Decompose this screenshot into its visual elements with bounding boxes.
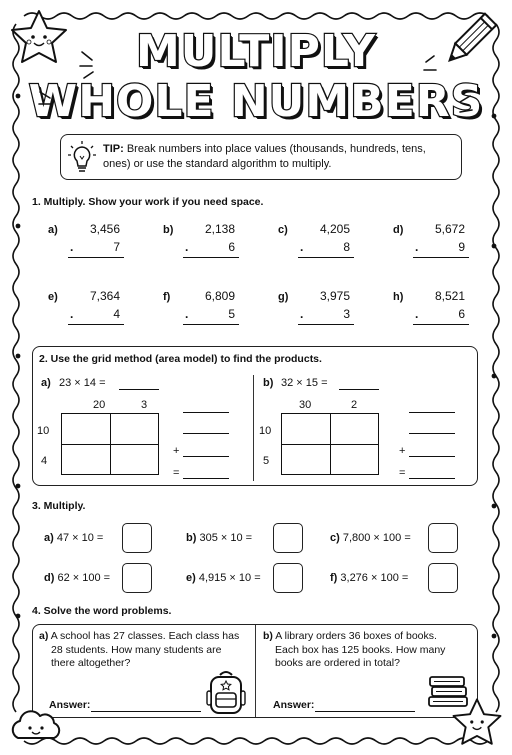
multiplication-problem [393,289,473,331]
multiplication-problem [278,222,358,264]
grid-a-label: a) [41,377,51,389]
problem-top-number: 3,456 [89,222,120,236]
problem-label: e) [48,291,58,303]
problem-bottom-number: 7 [113,240,120,254]
answer-box[interactable] [428,523,458,553]
multiply-by-ten-item [44,532,103,544]
problem-answer-line[interactable] [68,257,124,258]
grid-a-row1: 10 [37,425,50,437]
grid-a-col2: 3 [141,399,148,411]
problem-answer-line[interactable] [183,257,239,258]
problem-bottom-number: 8 [343,240,350,254]
lightbulb-icon [67,141,97,175]
problem-label: a) [48,224,58,236]
grid-b-total-line[interactable] [409,478,455,479]
item-label: e) [186,572,196,584]
answer-box[interactable] [273,523,303,553]
word-problem-a-line: there altogether? [51,657,131,669]
section-2-divider [253,375,254,481]
answer-box[interactable] [122,523,152,553]
grid-b-partial-line[interactable] [409,412,455,413]
sparkle-icon [36,88,66,118]
word-problem-b [263,630,473,671]
grid-b-col2: 2 [351,399,358,411]
multiplication-problem [163,222,243,264]
problem-answer-line[interactable] [413,257,469,258]
problem-answer-line[interactable] [68,324,124,325]
problem-bottom-number: 6 [228,240,235,254]
backpack-icon [205,669,247,715]
grid-b-row2: 5 [263,455,270,467]
word-problem-a-line: 28 students. How many students are [51,643,222,656]
problem-operator: . [415,307,419,321]
section-2-title: 2. Use the grid method (area model) to find the products. [39,353,322,365]
section-4-title: 4. Solve the word problems. [32,605,172,617]
grid-b-area-model [281,413,379,475]
multiply-by-ten-item [186,572,261,584]
answer-label-a: Answer: [49,699,91,711]
problem-answer-line[interactable] [298,257,354,258]
problem-label: b) [163,224,174,236]
multiplication-problem [393,222,473,264]
grid-a-total-line[interactable] [183,478,229,479]
problem-top-number: 6,809 [204,289,235,303]
sparkle-icon [414,52,440,82]
grid-b-expr: 32 × 15 = [281,377,328,389]
title-line-2: WHOLE NUMBERS [28,76,484,127]
item-expression: 7,800 × 100 = [342,532,411,544]
cloud-icon [8,704,64,744]
problem-top-number: 3,975 [319,289,350,303]
word-problem-b-label: b) [263,630,273,642]
word-problem-a-label: a) [39,630,49,642]
sparkle-icon [450,92,476,122]
item-label: d) [44,572,55,584]
problem-bottom-number: 5 [228,307,235,321]
problem-label: d) [393,224,404,236]
item-expression: 47 × 10 = [56,532,104,544]
section-4-box [32,624,478,718]
problem-label: f) [163,291,171,303]
problem-label: g) [278,291,289,303]
problem-answer-line[interactable] [298,324,354,325]
problem-operator: . [300,240,304,254]
sparkle-icon [78,48,108,88]
problem-label: h) [393,291,404,303]
title-line-1: MULTIPLY [136,26,376,77]
multiply-by-ten-item [330,572,408,584]
problem-top-number: 4,205 [319,222,350,236]
grid-a-partial-line[interactable] [183,456,229,457]
answer-line-a[interactable] [91,711,201,712]
word-problem-a-line: A school has 27 classes. Each class has [50,630,240,642]
answer-box[interactable] [122,563,152,593]
tip-label: TIP: [103,143,124,155]
problem-operator: . [415,240,419,254]
multiplication-problem [163,289,243,331]
answer-box[interactable] [428,563,458,593]
answer-line-b[interactable] [315,711,415,712]
item-label: b) [186,532,197,544]
item-expression: 62 × 100 = [57,572,111,584]
problem-top-number: 2,138 [204,222,235,236]
multiply-by-ten-item [330,532,411,544]
problem-label: c) [278,224,288,236]
grid-b-row1: 10 [259,425,272,437]
problem-top-number: 7,364 [89,289,120,303]
problem-top-number: 8,521 [434,289,465,303]
tip-body: Break numbers into place values (thousands, hundreds, tens, ones) or use the standard algorithm to multiply. [103,143,426,170]
word-problem-b-line: books are ordered in total? [275,657,400,669]
word-problem-b-line: Each box has 125 books. How many [275,643,446,656]
multiplication-problem [278,289,358,331]
answer-label-b: Answer: [273,699,315,711]
grid-b-plus: + [399,445,406,457]
star-icon [450,696,504,748]
grid-a-answer-line[interactable] [119,389,159,390]
grid-a-partial-line[interactable] [183,412,229,413]
grid-b-partial-line[interactable] [409,456,455,457]
item-expression: 305 × 10 = [199,532,253,544]
problem-bottom-number: 9 [458,240,465,254]
grid-b-col1: 30 [299,399,312,411]
grid-b-equals: = [399,467,406,479]
problem-operator: . [70,307,74,321]
grid-b-answer-line[interactable] [339,389,379,390]
item-expression: 3,276 × 100 = [340,572,409,584]
multiply-by-ten-item [186,532,252,544]
problem-operator: . [185,240,189,254]
multiplication-problem [48,222,128,264]
grid-b-label: b) [263,377,274,389]
problem-answer-line[interactable] [413,324,469,325]
problem-operator: . [185,307,189,321]
grid-a-area-model [61,413,159,475]
tip-text [103,142,455,172]
grid-a-row2: 4 [41,455,48,467]
problem-bottom-number: 4 [113,307,120,321]
multiply-by-ten-item [44,572,110,584]
section-2-box [32,346,478,486]
multiplication-problem [48,289,128,331]
word-problem-a [39,630,249,671]
answer-box[interactable] [273,563,303,593]
grid-a-equals: = [173,467,180,479]
problem-top-number: 5,672 [434,222,465,236]
grid-a-partial-line[interactable] [183,433,229,434]
grid-b-partial-line[interactable] [409,433,455,434]
section-4-divider [255,625,256,717]
item-label: c) [330,532,340,544]
tip-box [60,134,462,180]
problem-bottom-number: 6 [458,307,465,321]
section-1-title: 1. Multiply. Show your work if you need space. [32,196,264,208]
problem-operator: . [70,240,74,254]
problem-operator: . [300,307,304,321]
grid-a-plus: + [173,445,180,457]
grid-a-col1: 20 [93,399,106,411]
item-label: a) [44,532,54,544]
item-label: f) [330,572,338,584]
problem-bottom-number: 3 [343,307,350,321]
item-expression: 4,915 × 10 = [198,572,261,584]
section-3-title: 3. Multiply. [32,500,86,512]
problem-answer-line[interactable] [183,324,239,325]
word-problem-b-line: A library orders 36 boxes of books. [275,630,437,642]
grid-a-expr: 23 × 14 = [59,377,106,389]
